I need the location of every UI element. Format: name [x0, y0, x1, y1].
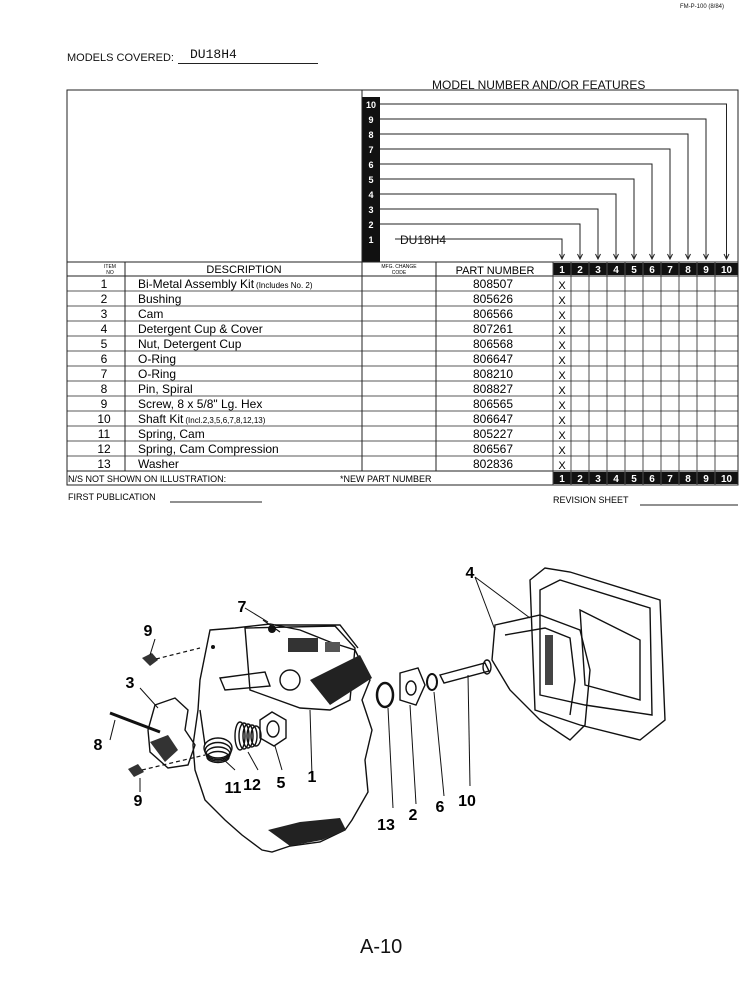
nut — [260, 712, 286, 746]
model-column-header-number: 10 — [720, 265, 733, 276]
part-number: 806567 — [472, 442, 514, 456]
part-number: 805227 — [472, 427, 514, 441]
cam-dark-face — [150, 735, 178, 762]
shaft — [440, 663, 489, 683]
callout-c5: 5 — [276, 775, 286, 792]
washer — [377, 683, 393, 707]
callout-c10: 10 — [458, 793, 476, 810]
model-slot-number: 5 — [368, 175, 374, 185]
callout-leader — [310, 710, 312, 776]
cover-latch — [545, 635, 553, 685]
callout-leader — [468, 675, 470, 786]
part-item-no: 1 — [100, 277, 108, 291]
model-mark: X — [558, 280, 566, 292]
callout-c1: 1 — [307, 769, 317, 786]
model-column-footer-number: 8 — [685, 474, 691, 485]
part-number: 808507 — [472, 277, 514, 291]
model-mark: X — [558, 415, 566, 427]
part-description: Washer — [138, 457, 179, 471]
callout-c9a: 9 — [143, 623, 153, 640]
bimetal-bracket — [220, 672, 270, 690]
callout-leader — [388, 708, 393, 808]
part-description: O-Ring — [138, 367, 177, 381]
new-part-note: *NEW PART NUMBER — [340, 474, 432, 484]
model-mark: X — [558, 310, 566, 322]
callout-c9b: 9 — [133, 793, 143, 810]
model-slot-number: 7 — [368, 145, 374, 155]
part-description: O-Ring — [138, 352, 177, 366]
callout-c12: 12 — [243, 777, 261, 794]
part-item-no: 4 — [100, 322, 108, 336]
part-number: 806647 — [472, 412, 514, 426]
callout-leader — [110, 720, 115, 740]
part-description: Bushing — [138, 292, 182, 306]
bushing-hole — [406, 681, 416, 695]
callout-leader — [150, 639, 155, 655]
model-column-footer-number: 7 — [667, 474, 673, 485]
callout-c6: 6 — [435, 799, 445, 816]
models-covered-value: DU18H4 — [190, 47, 237, 62]
model-column-footer-number: 9 — [703, 474, 709, 485]
model-slot-number: 4 — [368, 190, 374, 200]
model-column-header-number: 8 — [685, 265, 691, 276]
callout-leader — [410, 705, 416, 804]
callout-c13: 13 — [377, 817, 395, 834]
part-number: 808210 — [472, 367, 514, 381]
model-mark: X — [558, 445, 566, 457]
model-column-footer-number: 1 — [559, 474, 565, 485]
model-slot-number: 6 — [368, 160, 374, 170]
part-item-no: 11 — [97, 427, 111, 441]
screw-head-7 — [268, 625, 276, 633]
revision-sheet-label: REVISION SHEET — [553, 495, 629, 505]
part-item-no: 2 — [100, 292, 108, 306]
part-number: 806566 — [472, 307, 514, 321]
nut-hole — [267, 721, 279, 737]
spring-cam-arm — [200, 710, 205, 745]
part-description: Screw, 8 x 5/8" Lg. Hex — [138, 397, 263, 411]
o-ring — [427, 674, 437, 690]
form-code: FM-P-100 (8/84) — [680, 4, 725, 10]
part-description: Spring, Cam Compression — [138, 442, 279, 456]
part-number: 805626 — [472, 292, 514, 306]
leader-line — [380, 194, 616, 258]
callout-leader — [140, 688, 158, 708]
part-item-no: 9 — [100, 397, 108, 411]
callout-c2: 2 — [408, 807, 418, 824]
header-code: CODE — [391, 270, 407, 276]
part-description: Cam — [138, 307, 164, 321]
ns-note: N/S NOT SHOWN ON ILLUSTRATION: — [68, 474, 227, 484]
header-mfg-change: MFG. CHANGE — [381, 264, 417, 270]
model-column-header-number: 4 — [613, 265, 619, 276]
part-description: Detergent Cup & Cover — [138, 322, 263, 336]
model-column-header-number: 2 — [577, 265, 583, 276]
model-column-header-number: 7 — [667, 265, 673, 276]
model-column-footer-number: 3 — [595, 474, 601, 485]
model-column-footer-number: 6 — [649, 474, 655, 485]
exploded-view-illustration — [0, 530, 750, 860]
model-column-footer-number: 10 — [720, 474, 733, 485]
part-description: Bi-Metal Assembly Kit (Includes No. 2) — [138, 277, 313, 291]
bimetal-window — [288, 638, 318, 652]
bimetal-hub — [280, 670, 300, 690]
first-publication-label: FIRST PUBLICATION — [68, 492, 156, 502]
model-slot-value: DU18H4 — [400, 233, 447, 247]
callout-leader — [434, 692, 444, 796]
screw-9a-shaft — [156, 648, 200, 659]
callout-leader — [245, 608, 268, 622]
model-mark: X — [558, 325, 566, 337]
model-mark: X — [558, 355, 566, 367]
part-number: 806647 — [472, 352, 514, 366]
part-item-no: 8 — [100, 382, 108, 396]
part-number: 807261 — [472, 322, 514, 336]
header-no: NO — [106, 270, 114, 276]
part-note: (Includes No. 2) — [256, 281, 313, 290]
part-item-no: 12 — [97, 442, 111, 456]
part-description: Spring, Cam — [138, 427, 205, 441]
part-number: 806565 — [472, 397, 514, 411]
header-part-number: PART NUMBER — [455, 265, 535, 277]
model-slot-number: 10 — [365, 100, 377, 110]
header-description: DESCRIPTION — [206, 264, 282, 276]
part-description: Pin, Spiral — [138, 382, 193, 396]
model-column-footer-number: 4 — [613, 474, 619, 485]
part-item-no: 10 — [97, 412, 111, 426]
model-mark: X — [558, 400, 566, 412]
header-item: ITEM — [104, 264, 116, 270]
bimetal-window-2 — [325, 642, 340, 652]
model-mark: X — [558, 370, 566, 382]
bushing — [400, 668, 425, 705]
part-item-no: 6 — [100, 352, 108, 366]
part-item-no: 7 — [100, 367, 108, 381]
model-features-header: MODEL NUMBER AND/OR FEATURES — [432, 78, 646, 92]
panel-recess — [268, 818, 346, 846]
part-number: 806568 — [472, 337, 514, 351]
part-item-no: 3 — [100, 307, 108, 321]
part-item-no: 13 — [97, 457, 111, 471]
model-slot-number: 2 — [368, 220, 374, 230]
model-mark: X — [558, 295, 566, 307]
callout-c3: 3 — [125, 675, 135, 692]
model-column-header-number: 3 — [595, 265, 601, 276]
callout-c8: 8 — [93, 737, 103, 754]
model-mark: X — [558, 460, 566, 472]
model-column-header-number: 9 — [703, 265, 709, 276]
models-covered-label: MODELS COVERED: — [67, 52, 174, 64]
model-slot-number: 3 — [368, 205, 374, 215]
model-column-footer-number: 2 — [577, 474, 583, 485]
detergent-cup-inner — [540, 580, 652, 715]
model-column-footer-number: 5 — [631, 474, 637, 485]
callout-leader — [248, 752, 258, 770]
screw-9b-head — [128, 764, 144, 777]
callout-c11: 11 — [224, 780, 242, 797]
part-note: (Incl.2,3,5,6,7,8,12,13) — [185, 416, 266, 425]
model-slot-number: 9 — [368, 115, 374, 125]
callout-c7: 7 — [237, 599, 247, 616]
model-mark: X — [558, 385, 566, 397]
part-number: 802836 — [472, 457, 514, 471]
model-slot-number: 1 — [368, 235, 374, 245]
part-number: 808827 — [472, 382, 514, 396]
model-column-header-number: 5 — [631, 265, 637, 276]
page-number: A-10 — [360, 936, 403, 958]
model-column-header-number: 1 — [559, 265, 565, 276]
callout-c4: 4 — [465, 565, 475, 582]
cam — [148, 698, 195, 768]
screw-9a-hole — [211, 645, 215, 649]
callout-leader — [275, 746, 282, 770]
model-column-header-number: 6 — [649, 265, 655, 276]
part-description: Nut, Detergent Cup — [138, 337, 242, 351]
model-mark: X — [558, 340, 566, 352]
model-slot-number: 8 — [368, 130, 374, 140]
part-description: Shaft Kit (Incl.2,3,5,6,7,8,12,13) — [138, 412, 266, 426]
model-mark: X — [558, 430, 566, 442]
part-item-no: 5 — [100, 337, 108, 351]
